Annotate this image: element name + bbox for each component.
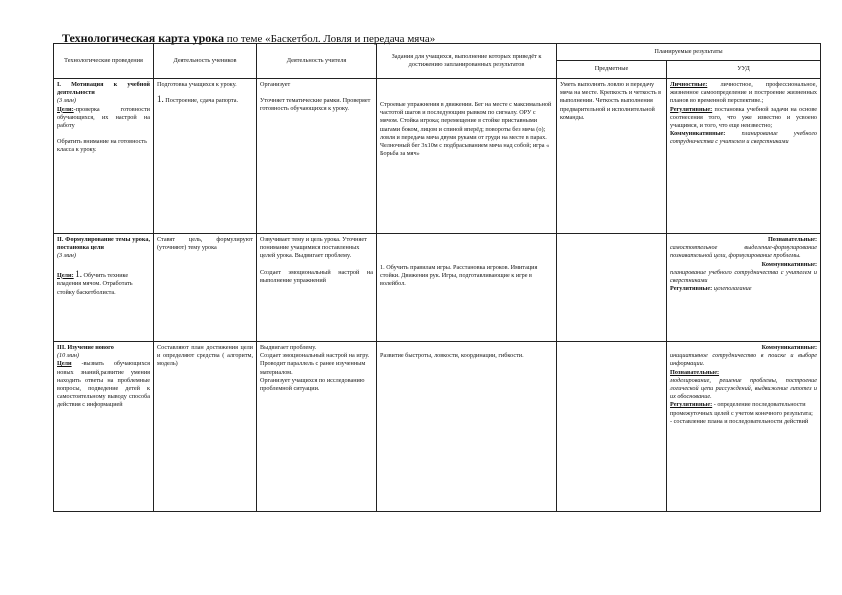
stage-cell [54,79,154,234]
uud-regulatory: Регулятивные: - определение последовательности промежуточных целей с учетом конечного результата; [670,401,813,417]
students-cell [154,234,257,342]
header-subject: Предметные [557,61,667,79]
uud-cognitive-label: Познавательные: [670,368,720,376]
students-step: 1. Построение, сдача рапорта. [157,94,239,105]
stage-time: (3 мин) [57,97,76,105]
uud-cell [667,234,821,342]
uud-cognitive: самостоятельное выделение-формулирование познавательной цели, формулирование проблемы. [670,244,818,260]
header-planned-results: Планируемые результаты [557,44,821,61]
uud-cell [667,342,821,512]
teacher-cell [257,234,377,342]
stage-time: (3 мин) [57,252,76,260]
title-topic: по теме «Баскетбол. Ловля и передача мяча» [223,33,436,45]
header-teacher: Деятельность учителя [257,44,377,79]
uud-communicative: инициативное сотрудничество в поиске и выборе информации. [670,352,818,368]
table-row-goal-setting [54,234,821,342]
teacher-text-1: Выдвигает проблему. [260,344,317,351]
header-stages: Технологические проведения [54,44,154,79]
header-row [54,44,821,61]
teacher-cell [257,79,377,234]
uud-communicative-label: Коммуникативные: [761,344,818,351]
stage-goal: Цели:-проверка готовности обучающихся, их настрой на работу [57,105,150,129]
stage-cell [54,342,154,512]
tasks-text: 1. Обучить правилам игры. Расстановка игроков. Имитация стойки. Движения рук. Игры, подготавливающие к игре в волейбол. [380,264,538,288]
teacher-text-2: Создает эмоциональный настрой на выполнение упражнений [260,268,373,284]
uud-cell [667,79,821,234]
teacher-text-3: Проводит параллель с ранее изученным материалом. [260,360,366,376]
tasks-cell [377,342,557,512]
tasks-text: Развитие быстроты, ловкости, координации, гибкости. [380,352,524,359]
teacher-text-1: Озвучивает тему и цель урока. Уточняет понимание учащимися поставленных целей урока. Выдвигает проблему. [260,236,367,260]
uud-personal: Личностные: личностное, профессиональное, жизненное самоопределение и построение жизненных планов во временной перспективе.; [670,81,818,105]
subject-cell [557,234,667,342]
uud-regulatory: Регулятивные: постановка учебной задачи на основе соотнесения того, что уже известно и усвоено учащимся, и того, что еще неизвестно; [670,105,818,129]
stage-title: I. Мотивация к учебной деятельности [57,81,150,97]
stage-cell [54,234,154,342]
uud-regulatory-2: - составление плана и последовательности действий [670,417,809,425]
tasks-cell [377,234,557,342]
table-row-motivation [54,79,821,234]
subject-cell [557,342,667,512]
uud-communicative: Коммуникативные: планирование учебного сотрудничества с учителем и сверстниками [670,130,818,146]
header-uud: УУД [667,61,821,79]
stage-time: (10 мин) [57,352,79,360]
teacher-cell [257,342,377,512]
students-cell [154,79,257,234]
header-students: Деятельность учеников [154,44,257,79]
uud-cognitive-label: Познавательные: [767,236,818,243]
header-tasks: Задания для учащихся, выполнение которых приведёт к достижению запланированных результатов [377,44,557,79]
title-main: Технологическая карта урока [62,31,224,45]
students-text: Подготовка учащихся к уроку. [157,81,237,88]
tasks-cell [377,79,557,234]
teacher-text-2: Уточняет тематические рамки. Проверяет готовность обучающихся к уроку. [260,97,371,113]
teacher-text-2: Создает эмоциональный настрой на игру. [260,352,370,360]
lesson-plan-table [53,43,821,512]
table-row-new-material [54,342,821,512]
subject-text: Уметь выполнять ловлю и передачу мяча на месте. Крепкость и четкость в выполнении. Четкость выполнения предварительной и исполнительной команды. [560,81,662,121]
teacher-text-1: Организует [260,81,291,88]
teacher-text-4: Организует учащихся по исследованию проблемной ситуации. [260,376,365,392]
uud-communicative: планирование учебного сотрудничества с учителем и сверстниками [670,268,818,284]
stage-goal: Цели -вызвать обучающихся новых знаний,развитие умения находить ответы на проблемные вопросы, подведение детей к самостоятельному выводу способа действия с информацией [57,360,150,409]
uud-cognitive: моделирование, решение проблемы, построение логической цепи рассуждений, выдвижение гипотез и их обоснование. [670,376,818,401]
tasks-text: Строевые упражнения в движении. Бег на месте с максимальной частотой шагов и последующим рывком по сигналу. ОРУ с мячом. Стойка игрока; перемещение в стойке приставными шагами боком, лицом и спиной вперёд; повороты без мяча (о); ловля и передача мяча двумя руками от груди на месте в парах. Челночный бег 3х10м с подбрасыванием мяча над собой; игра « Борьба за мяч» [380,101,552,158]
students-text: Ставят цель, формулируют (уточняют) тему урока [157,236,253,252]
uud-communicative-label: Коммуникативные: [761,260,818,268]
stage-title: II. Формулирование темы урока, постановка цели [57,236,150,252]
stage-goal: Цели: 1. Обучить технике владения мячом. Отработать стойку баскетболиста. [57,268,133,296]
stage-note: Обратить внимание на готовность класса к уроку. [57,138,147,154]
students-text: Составляют план достижения цели и определяют средства ( алгоритм, модель) [157,344,253,368]
uud-regulatory: Регулятивные: целеполагание [670,285,752,293]
stage-title: III. Изучение нового [57,344,114,351]
subject-cell [557,79,667,234]
students-cell [154,342,257,512]
